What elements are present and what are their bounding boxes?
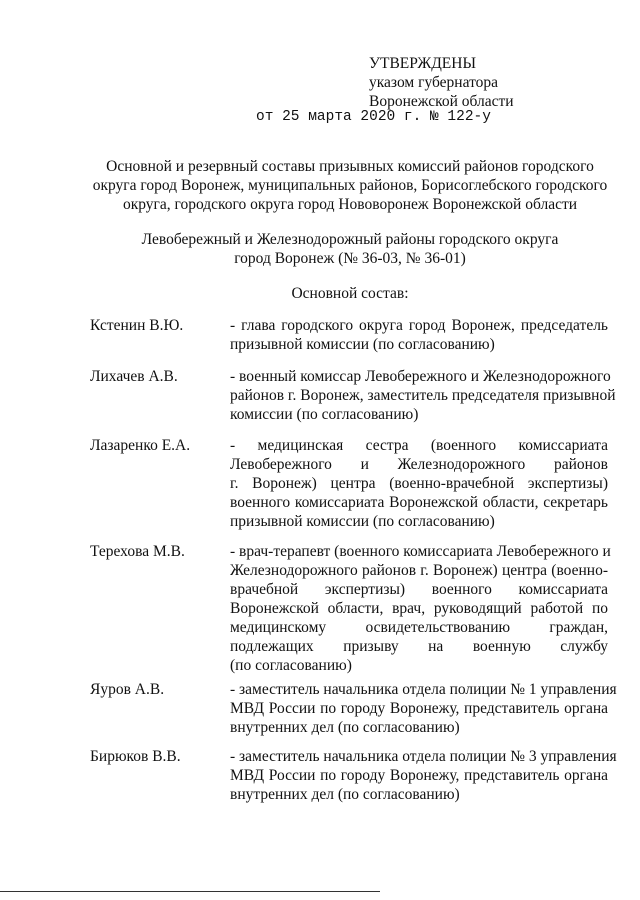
approval-block [369, 54, 514, 111]
title-line-3: округа, городского округа город Нововоронеж Воронежской области [122, 196, 578, 213]
member-name: Кстенин В.Ю. [90, 317, 184, 334]
subtitle-line-1: Левобережный и Железнодорожный районы городского округа [141, 231, 559, 248]
role-line: г. Воронеж) центра (военно-врачебной экспертизы) [230, 475, 608, 492]
role-line: - военный комиссар Левобережного и Железнодорожного [230, 368, 611, 385]
role-line: (по согласованию) [230, 657, 352, 674]
member-name: Бирюков В.В. [90, 748, 181, 765]
member-role [230, 680, 617, 737]
role-line: - заместитель начальника отдела полиции № 1 управления [230, 681, 617, 698]
member-name: Терехова М.В. [90, 543, 185, 560]
role-line: медицинскому освидетельствованию граждан, [230, 619, 608, 636]
title-line-1: Основной и резервный составы призывных комиссий районов городского [106, 158, 594, 175]
section-label: Основной состав: [291, 285, 409, 302]
role-line: комиссии (по согласованию) [230, 406, 419, 423]
member-name: Лихачев А.В. [90, 368, 178, 385]
member-role [230, 542, 611, 675]
role-line: районов г. Воронеж, заместитель председателя призывной [230, 387, 616, 404]
member-role [230, 367, 616, 424]
role-line: - заместитель начальника отдела полиции № 3 управления [230, 748, 617, 765]
role-line: подлежащих призыву на военную службу [230, 638, 608, 655]
member-role [230, 316, 608, 354]
approval-heading: УТВЕРЖДЕНЫ [369, 55, 476, 72]
member-role [230, 436, 608, 531]
role-line: - врач-терапевт (военного комиссариата Левобережного и [230, 543, 611, 560]
role-line: - глава городского округа город Воронеж, председатель [230, 317, 608, 334]
role-line: МВД России по городу Воронежу, представитель органа [230, 700, 608, 717]
role-line: Левобережного и Железнодорожного районов [230, 456, 608, 473]
role-line: внутренних дел (по согласованию) [230, 719, 460, 736]
member-role [230, 747, 617, 804]
role-line: Воронежской области, врач, руководящий работой по [230, 600, 608, 617]
title-line-2: округа город Воронеж, муниципальных районов, Борисоглебского городского [92, 177, 608, 194]
document-title [80, 157, 620, 214]
role-line: призывной комиссии (по согласованию) [230, 513, 495, 530]
approval-region: Воронежской области [369, 93, 514, 110]
page-bottom-rule [0, 891, 380, 892]
role-line: внутренних дел (по согласованию) [230, 786, 460, 803]
role-line: МВД России по городу Воронежу, представитель органа [230, 767, 608, 784]
member-name: Лазаренко Е.А. [90, 437, 191, 454]
role-line: Железнодорожного районов г. Воронеж) центра (военно- [230, 562, 608, 579]
approval-date: от 25 марта 2020 г. № 122-у [256, 109, 491, 125]
approval-authority: указом губернатора [369, 74, 499, 91]
role-line: военного комиссариата Воронежской области, секретарь [230, 494, 608, 511]
subtitle-line-2: город Воронеж (№ 36-03, № 36-01) [234, 250, 466, 267]
document-subtitle [80, 230, 620, 268]
role-line: - медицинская сестра (военного комиссариата [230, 437, 608, 454]
role-line: призывной комиссии (по согласованию) [230, 336, 495, 353]
member-name: Яуров А.В. [90, 681, 165, 698]
role-line: врачебной экспертизы) военного комиссариата [230, 581, 608, 598]
